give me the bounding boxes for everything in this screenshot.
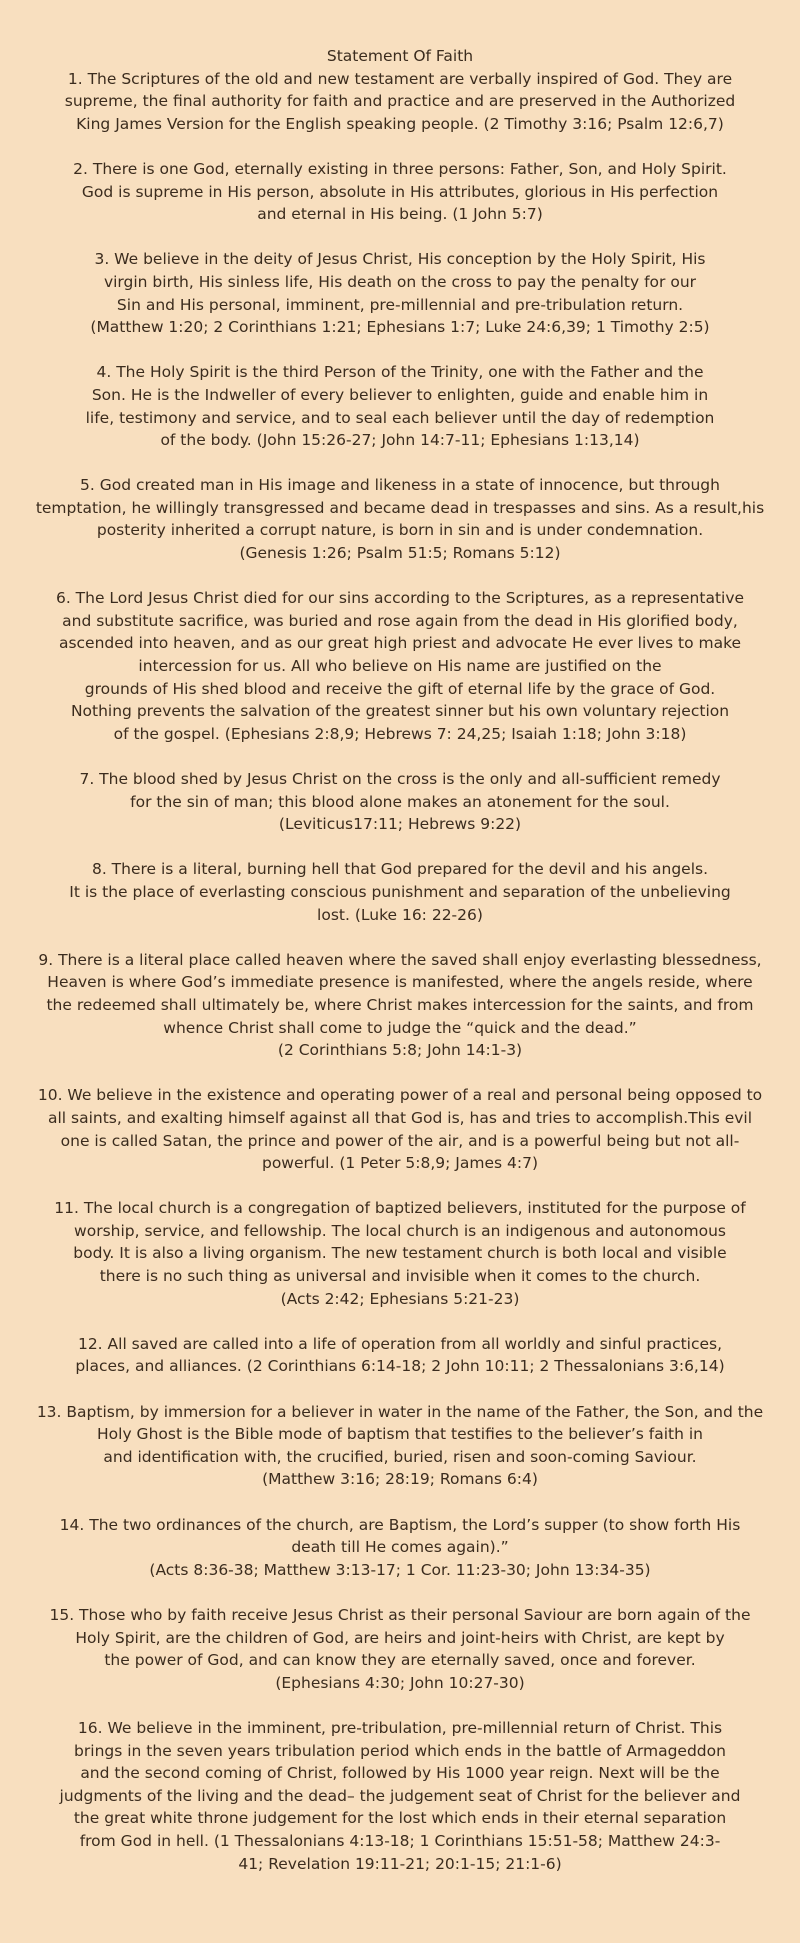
faith-statement-3	[30, 248, 770, 338]
text-line: whence Christ shall come to judge the “quick and the dead.”	[163, 1018, 637, 1037]
text-line: virgin birth, His sinless life, His death on the cross to pay the penalty for our	[103, 272, 697, 291]
text-line: (Matthew 3:16; 28:19; Romans 6:4)	[262, 1470, 538, 1489]
text-line: 9. There is a literal place called heaven where the saved shall enjoy everlasting blessedness,	[38, 950, 762, 969]
faith-statement-15	[30, 1604, 770, 1694]
faith-statement-8	[30, 858, 770, 926]
text-line: 11. The local church is a congregation of baptized believers, instituted for the purpose of	[54, 1199, 746, 1218]
text-line: intercession for us. All who believe on His name are justified on the	[138, 657, 662, 676]
text-line: worship, service, and fellowship. The local church is an indigenous and autonomous	[74, 1221, 726, 1240]
text-line: of the gospel. (Ephesians 2:8,9; Hebrews 7: 24,25; Isaiah 1:18; John 3:18)	[113, 724, 687, 743]
text-line: one is called Satan, the prince and power of the air, and is a powerful being but not all-	[60, 1131, 740, 1150]
statement-of-faith-document	[30, 45, 770, 1875]
faith-statement-1	[30, 68, 770, 136]
text-line: (Leviticus17:11; Hebrews 9:22)	[278, 815, 522, 834]
faith-statement-4	[30, 361, 770, 451]
faith-statement-6	[30, 587, 770, 745]
text-line: from God in hell. (1 Thessalonians 4:13-18; 1 Corinthians 15:51-58; Matthew 24:3-	[79, 1831, 721, 1850]
faith-statement-12	[30, 1333, 770, 1378]
text-line: 15. Those who by faith receive Jesus Christ as their personal Saviour are born again of the	[49, 1605, 751, 1624]
text-line: of the body. (John 15:26-27; John 14:7-11; Ephesians 1:13,14)	[160, 431, 640, 450]
text-line: 5. God created man in His image and likeness in a state of innocence, but through	[80, 476, 720, 495]
text-line: the great white throne judgement for the lost which ends in their eternal separation	[73, 1809, 727, 1828]
text-line: all saints, and exalting himself against all that God is, has and tries to accomplish.This evil	[47, 1108, 753, 1127]
text-line: lost. (Luke 16: 22-26)	[317, 905, 483, 924]
faith-statement-5	[30, 474, 770, 564]
text-line: death till He comes again).”	[291, 1538, 509, 1557]
text-line: 6. The Lord Jesus Christ died for our sins according to the Scriptures, as a representative	[55, 589, 745, 608]
text-line: supreme, the final authority for faith and practice and are preserved in the Authorized	[64, 92, 736, 111]
text-line: grounds of His shed blood and receive the gift of eternal life by the grace of God.	[84, 679, 716, 698]
text-line: life, testimony and service, and to seal each believer until the day of redemption	[85, 408, 715, 427]
text-line: (Acts 8:36-38; Matthew 3:13-17; 1 Cor. 11:23-30; John 13:34-35)	[149, 1560, 651, 1579]
text-line: the power of God, and can know they are eternally saved, once and forever.	[104, 1651, 696, 1670]
faith-statement-2	[30, 158, 770, 226]
text-line: King James Version for the English speaking people. (2 Timothy 3:16; Psalm 12:6,7)	[76, 114, 724, 133]
text-line: Sin and His personal, imminent, pre-millennial and pre-tribulation return.	[116, 295, 684, 314]
text-line: and substitute sacrifice, was buried and rose again from the dead in His glorified body,	[62, 611, 738, 630]
text-line: powerful. (1 Peter 5:8,9; James 4:7)	[261, 1154, 538, 1173]
text-line: Holy Spirit, are the children of God, are heirs and joint-heirs with Christ, are kept by	[75, 1628, 725, 1647]
text-line: 12. All saved are called into a life of operation from all worldly and sinful practices,	[77, 1334, 723, 1353]
text-line: 4. The Holy Spirit is the third Person of the Trinity, one with the Father and the	[96, 363, 704, 382]
faith-statement-11	[30, 1197, 770, 1310]
text-line: 41; Revelation 19:11-21; 20:1-15; 21:1-6)	[238, 1854, 562, 1873]
text-line: 10. We believe in the existence and operating power of a real and personal being opposed to	[37, 1086, 763, 1105]
text-line: 2. There is one God, eternally existing in three persons: Father, Son, and Holy Spirit.	[73, 159, 727, 178]
text-line: 7. The blood shed by Jesus Christ on the cross is the only and all-sufficient remedy	[79, 770, 721, 788]
text-line: Son. He is the Indweller of every believer to enlighten, guide and enable him in	[91, 385, 709, 404]
text-line: It is the place of everlasting conscious punishment and separation of the unbelieving	[69, 882, 731, 901]
text-line: Nothing prevents the salvation of the greatest sinner but his own voluntary rejection	[70, 702, 730, 721]
text-line: temptation, he willingly transgressed and became dead in trespasses and sins. As a result,his	[35, 498, 765, 517]
text-line: Holy Ghost is the Bible mode of baptism that testifies to the believer’s faith in	[97, 1425, 703, 1444]
text-line: 14. The two ordinances of the church, are Baptism, the Lord’s supper (to show forth His	[59, 1515, 741, 1534]
paragraph-list	[30, 68, 770, 1876]
faith-statement-13	[30, 1401, 770, 1491]
text-line: and the second coming of Christ, followed by His 1000 year reign. Next will be the	[80, 1764, 720, 1783]
faith-statement-14	[30, 1514, 770, 1582]
text-line: for the sin of man; this blood alone makes an atonement for the soul.	[130, 792, 670, 811]
text-line: (Ephesians 4:30; John 10:27-30)	[275, 1673, 525, 1692]
text-line: (Acts 2:42; Ephesians 5:21-23)	[280, 1289, 520, 1308]
text-line: the redeemed shall ultimately be, where Christ makes intercession for the saints, and from	[46, 995, 754, 1014]
faith-statement-16	[30, 1717, 770, 1875]
text-line: (2 Corinthians 5:8; John 14:1-3)	[277, 1041, 523, 1060]
faith-statement-7	[30, 768, 770, 836]
text-line: 1. The Scriptures of the old and new testament are verbally inspired of God. They are	[67, 69, 733, 88]
text-line: ascended into heaven, and as our great high priest and advocate He ever lives to make	[58, 634, 742, 653]
text-line: 3. We believe in the deity of Jesus Christ, His conception by the Holy Spirit, His	[94, 250, 706, 269]
text-line: 16. We believe in the imminent, pre-tribulation, pre-millennial return of Christ. This	[77, 1718, 723, 1737]
faith-statement-9	[30, 949, 770, 1062]
text-line: (Matthew 1:20; 2 Corinthians 1:21; Ephesians 1:7; Luke 24:6,39; 1 Timothy 2:5)	[90, 318, 710, 337]
text-line: brings in the seven years tribulation period which ends in the battle of Armageddon	[74, 1741, 726, 1760]
text-line: (Genesis 1:26; Psalm 51:5; Romans 5:12)	[239, 544, 561, 563]
text-line: body. It is also a living organism. The new testament church is both local and visible	[73, 1244, 727, 1263]
text-line: 13. Baptism, by immersion for a believer in water in the name of the Father, the Son, and the	[36, 1402, 764, 1421]
text-line: judgments of the living and the dead– the judgement seat of Christ for the believer and	[59, 1786, 741, 1805]
page-title: Statement Of Faith	[326, 47, 474, 65]
text-line: Heaven is where God’s immediate presence is manifested, where the angels reside, where	[47, 973, 753, 992]
text-line: places, and alliances. (2 Corinthians 6:14-18; 2 John 10:11; 2 Thessalonians 3:6,14)	[75, 1357, 725, 1376]
text-line: God is supreme in His person, absolute in His attributes, glorious in His perfection	[81, 182, 719, 201]
text-line: and eternal in His being. (1 John 5:7)	[257, 205, 543, 224]
faith-statement-10	[30, 1084, 770, 1174]
text-line: and identification with, the crucified, buried, risen and soon-coming Saviour.	[103, 1447, 697, 1466]
text-line: there is no such thing as universal and invisible when it comes to the church.	[99, 1267, 701, 1286]
text-line: 8. There is a literal, burning hell that God prepared for the devil and his angels.	[91, 860, 709, 879]
text-line: posterity inherited a corrupt nature, is born in sin and is under condemnation.	[96, 521, 704, 540]
